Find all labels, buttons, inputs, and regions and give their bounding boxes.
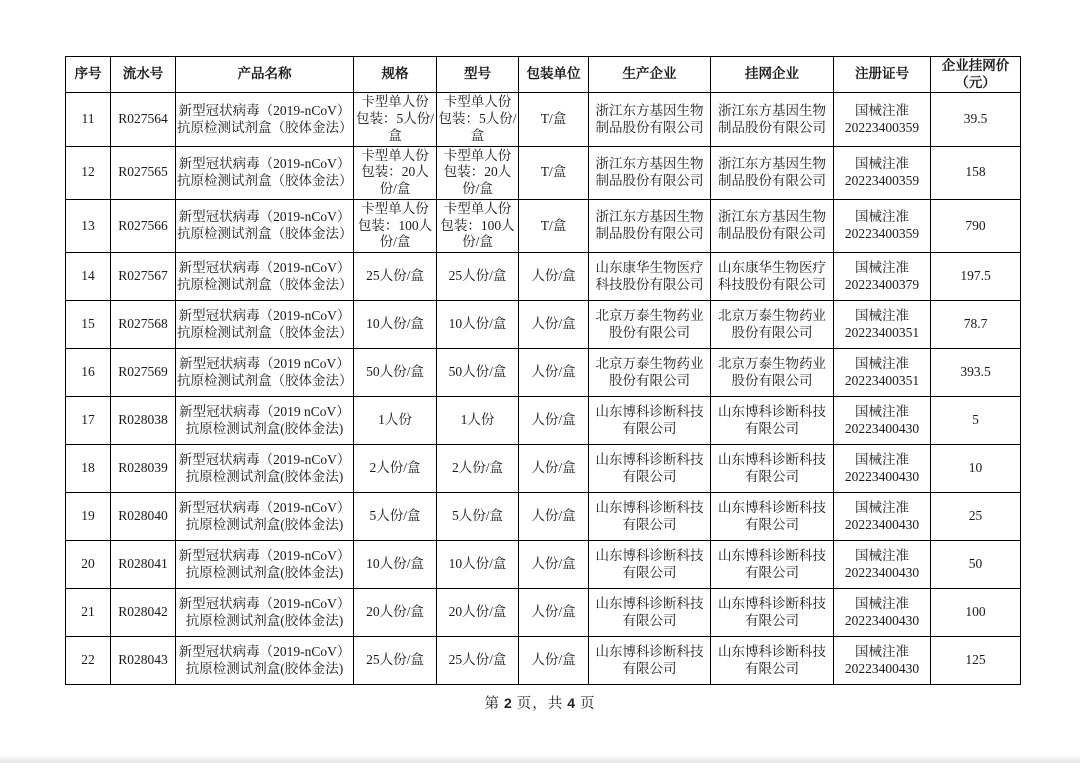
cell-serial: R028043 [111, 637, 176, 685]
footer-page-number: 2 [503, 695, 513, 711]
table-row [66, 445, 1021, 493]
col-header-spec: 规格 [354, 57, 437, 93]
reg-number: 20223400379 [844, 276, 920, 292]
reg-prefix: 国械注准 [855, 547, 909, 563]
reg-number: 20223400430 [844, 516, 920, 532]
cell-spec: 1人份 [354, 397, 437, 445]
cell-serial: R027569 [111, 349, 176, 397]
cell-spec: 20人份/盒 [354, 589, 437, 637]
table-row [66, 301, 1021, 349]
cell-model: 25人份/盒 [437, 253, 519, 301]
cell-unit: 人份/盒 [519, 541, 589, 589]
footer-text-prefix: 第 [484, 696, 500, 712]
reg-number: 20223400359 [844, 119, 920, 135]
cell-manufacturer: 浙江东方基因生物制品股份有限公司 [589, 93, 711, 146]
reg-number: 20223400359 [844, 225, 920, 241]
cell-unit: T/盒 [519, 93, 589, 146]
cell-serial: R028039 [111, 445, 176, 493]
cell-spec: 卡型单人份包装：5人份/盒 [354, 93, 437, 146]
cell-price: 39.5 [931, 93, 1021, 146]
cell-product: 新型冠状病毒（2019-nCoV）抗原检测试剂盒（胶体金法） [176, 93, 354, 146]
reg-number: 20223400359 [844, 172, 920, 188]
cell-lister: 山东康华生物医疗科技股份有限公司 [711, 253, 834, 301]
cell-lister: 山东博科诊断科技有限公司 [711, 493, 834, 541]
cell-no: 18 [66, 445, 111, 493]
cell-product: 新型冠状病毒（2019-nCoV）抗原检测试剂盒（胶体金法） [176, 146, 354, 199]
cell-price: 5 [931, 397, 1021, 445]
col-header-manufacturer: 生产企业 [589, 57, 711, 93]
footer-total-pages: 4 [567, 695, 577, 711]
cell-product: 新型冠状病毒（2019-nCoV）抗原检测试剂盒(胶体金法) [176, 445, 354, 493]
cell-reg [834, 253, 931, 301]
col-header-flow-no: 流水号 [111, 57, 176, 93]
cell-model: 25人份/盒 [437, 637, 519, 685]
cell-price: 790 [931, 199, 1021, 252]
cell-product: 新型冠状病毒（2019-nCoV）抗原检测试剂盒(胶体金法) [176, 493, 354, 541]
col-header-product-name: 产品名称 [176, 57, 354, 93]
cell-lister: 北京万泰生物药业股份有限公司 [711, 301, 834, 349]
cell-reg [834, 637, 931, 685]
cell-product: 新型冠状病毒（2019-nCoV）抗原检测试剂盒（胶体金法） [176, 301, 354, 349]
cell-price: 10 [931, 445, 1021, 493]
cell-reg [834, 589, 931, 637]
cell-price: 158 [931, 146, 1021, 199]
cell-manufacturer: 山东博科诊断科技有限公司 [589, 637, 711, 685]
table-row [66, 349, 1021, 397]
table-header-row [66, 57, 1021, 93]
cell-product: 新型冠状病毒（2019-nCoV）抗原检测试剂盒(胶体金法) [176, 637, 354, 685]
cell-no: 13 [66, 199, 111, 252]
cell-no: 11 [66, 93, 111, 146]
cell-manufacturer: 山东博科诊断科技有限公司 [589, 589, 711, 637]
cell-price: 50 [931, 541, 1021, 589]
reg-number: 20223400351 [844, 324, 920, 340]
table-row [66, 199, 1021, 252]
cell-lister: 山东博科诊断科技有限公司 [711, 541, 834, 589]
cell-lister: 浙江东方基因生物制品股份有限公司 [711, 93, 834, 146]
cell-product: 新型冠状病毒（2019 nCoV）抗原检测试剂盒（胶体金法） [176, 349, 354, 397]
cell-serial: R027564 [111, 93, 176, 146]
footer-text-suffix: 页 [580, 696, 596, 712]
cell-reg [834, 445, 931, 493]
cell-product: 新型冠状病毒（2019 nCoV）抗原检测试剂盒(胶体金法) [176, 397, 354, 445]
cell-spec: 2人份/盒 [354, 445, 437, 493]
cell-no: 15 [66, 301, 111, 349]
cell-spec: 卡型单人份包装：20人份/盒 [354, 146, 437, 199]
reg-number: 20223400430 [844, 420, 920, 436]
cell-manufacturer: 北京万泰生物药业股份有限公司 [589, 349, 711, 397]
cell-reg [834, 397, 931, 445]
col-header-registration-no: 注册证号 [834, 57, 931, 93]
cell-manufacturer: 山东博科诊断科技有限公司 [589, 541, 711, 589]
cell-model: 50人份/盒 [437, 349, 519, 397]
cell-spec: 卡型单人份包装：100人份/盒 [354, 199, 437, 252]
page-footer [0, 692, 1080, 713]
reg-prefix: 国械注准 [855, 209, 909, 225]
cell-price: 125 [931, 637, 1021, 685]
cell-price: 393.5 [931, 349, 1021, 397]
cell-model: 卡型单人份包装：100人份/盒 [437, 199, 519, 252]
cell-model: 1人份 [437, 397, 519, 445]
cell-product: 新型冠状病毒（2019-nCoV）抗原检测试剂盒(胶体金法) [176, 589, 354, 637]
col-header-seq-no: 序号 [66, 57, 111, 93]
cell-manufacturer: 山东博科诊断科技有限公司 [589, 445, 711, 493]
cell-manufacturer: 浙江东方基因生物制品股份有限公司 [589, 199, 711, 252]
cell-serial: R027566 [111, 199, 176, 252]
reg-prefix: 国械注准 [855, 355, 909, 371]
cell-manufacturer: 山东博科诊断科技有限公司 [589, 493, 711, 541]
col-header-listing-company: 挂网企业 [711, 57, 834, 93]
cell-no: 21 [66, 589, 111, 637]
cell-no: 20 [66, 541, 111, 589]
cell-serial: R027567 [111, 253, 176, 301]
table-row [66, 397, 1021, 445]
reg-number: 20223400430 [844, 468, 920, 484]
page-bottom-edge [0, 755, 1080, 763]
table-row [66, 541, 1021, 589]
reg-prefix: 国械注准 [855, 595, 909, 611]
cell-reg [834, 146, 931, 199]
cell-price: 197.5 [931, 253, 1021, 301]
table-row [66, 146, 1021, 199]
cell-product: 新型冠状病毒（2019-nCoV）抗原检测试剂盒（胶体金法） [176, 253, 354, 301]
cell-unit: 人份/盒 [519, 637, 589, 685]
table-row [66, 253, 1021, 301]
table-body [66, 93, 1021, 685]
cell-unit: T/盒 [519, 199, 589, 252]
cell-serial: R028040 [111, 493, 176, 541]
cell-unit: 人份/盒 [519, 493, 589, 541]
reg-prefix: 国械注准 [855, 307, 909, 323]
cell-model: 2人份/盒 [437, 445, 519, 493]
cell-model: 5人份/盒 [437, 493, 519, 541]
cell-product: 新型冠状病毒（2019-nCoV）抗原检测试剂盒(胶体金法) [176, 541, 354, 589]
antigen-kit-price-table [65, 56, 1021, 685]
col-header-listed-price: 企业挂网价（元） [931, 57, 1021, 93]
cell-model: 20人份/盒 [437, 589, 519, 637]
cell-spec: 25人份/盒 [354, 637, 437, 685]
cell-unit: 人份/盒 [519, 349, 589, 397]
cell-lister: 山东博科诊断科技有限公司 [711, 397, 834, 445]
reg-prefix: 国械注准 [855, 259, 909, 275]
cell-no: 19 [66, 493, 111, 541]
cell-spec: 5人份/盒 [354, 493, 437, 541]
cell-reg [834, 93, 931, 146]
cell-price: 100 [931, 589, 1021, 637]
footer-text-middle: 页，共 [516, 696, 564, 712]
cell-price: 25 [931, 493, 1021, 541]
cell-model: 10人份/盒 [437, 301, 519, 349]
cell-unit: 人份/盒 [519, 253, 589, 301]
reg-prefix: 国械注准 [855, 403, 909, 419]
cell-lister: 浙江东方基因生物制品股份有限公司 [711, 199, 834, 252]
cell-price: 78.7 [931, 301, 1021, 349]
cell-reg [834, 199, 931, 252]
col-header-pack-unit: 包装单位 [519, 57, 589, 93]
col-header-model: 型号 [437, 57, 519, 93]
cell-spec: 50人份/盒 [354, 349, 437, 397]
cell-no: 16 [66, 349, 111, 397]
cell-spec: 10人份/盒 [354, 301, 437, 349]
cell-serial: R028041 [111, 541, 176, 589]
cell-product: 新型冠状病毒（2019-nCoV）抗原检测试剂盒（胶体金法） [176, 199, 354, 252]
cell-reg [834, 301, 931, 349]
cell-lister: 山东博科诊断科技有限公司 [711, 445, 834, 493]
cell-model: 卡型单人份包装：20人份/盒 [437, 146, 519, 199]
cell-lister: 山东博科诊断科技有限公司 [711, 637, 834, 685]
cell-serial: R028038 [111, 397, 176, 445]
cell-no: 14 [66, 253, 111, 301]
cell-no: 12 [66, 146, 111, 199]
table-header [66, 57, 1021, 93]
cell-reg [834, 349, 931, 397]
cell-manufacturer: 浙江东方基因生物制品股份有限公司 [589, 146, 711, 199]
cell-spec: 10人份/盒 [354, 541, 437, 589]
cell-serial: R027568 [111, 301, 176, 349]
cell-unit: 人份/盒 [519, 445, 589, 493]
reg-prefix: 国械注准 [855, 156, 909, 172]
cell-lister: 北京万泰生物药业股份有限公司 [711, 349, 834, 397]
cell-model: 10人份/盒 [437, 541, 519, 589]
cell-serial: R028042 [111, 589, 176, 637]
cell-reg [834, 541, 931, 589]
cell-unit: T/盒 [519, 146, 589, 199]
cell-manufacturer: 山东博科诊断科技有限公司 [589, 397, 711, 445]
reg-number: 20223400430 [844, 660, 920, 676]
reg-prefix: 国械注准 [855, 451, 909, 467]
cell-model: 卡型单人份包装：5人份/盒 [437, 93, 519, 146]
reg-prefix: 国械注准 [855, 102, 909, 118]
reg-number: 20223400430 [844, 564, 920, 580]
reg-prefix: 国械注准 [855, 499, 909, 515]
cell-manufacturer: 山东康华生物医疗科技股份有限公司 [589, 253, 711, 301]
cell-unit: 人份/盒 [519, 397, 589, 445]
cell-no: 17 [66, 397, 111, 445]
cell-manufacturer: 北京万泰生物药业股份有限公司 [589, 301, 711, 349]
reg-number: 20223400430 [844, 612, 920, 628]
reg-number: 20223400351 [844, 372, 920, 388]
cell-spec: 25人份/盒 [354, 253, 437, 301]
table-row [66, 93, 1021, 146]
cell-unit: 人份/盒 [519, 589, 589, 637]
cell-lister: 山东博科诊断科技有限公司 [711, 589, 834, 637]
cell-unit: 人份/盒 [519, 301, 589, 349]
table-row [66, 493, 1021, 541]
cell-serial: R027565 [111, 146, 176, 199]
table-row [66, 637, 1021, 685]
table-row [66, 589, 1021, 637]
cell-lister: 浙江东方基因生物制品股份有限公司 [711, 146, 834, 199]
cell-reg [834, 493, 931, 541]
cell-no: 22 [66, 637, 111, 685]
reg-prefix: 国械注准 [855, 643, 909, 659]
